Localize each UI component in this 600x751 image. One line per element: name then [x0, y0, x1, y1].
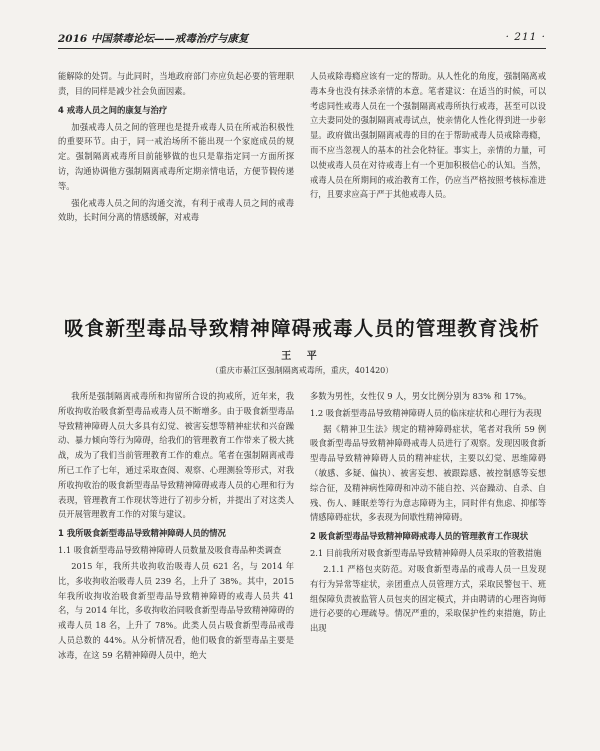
prev-article-left-column — [58, 69, 294, 227]
article-right-column — [310, 389, 546, 638]
statistics-paragraph: 2015 年，我所共收拘收治吸毒人员 621 名，与 2014 年比，多收拘收治吸毒人员 239 名，上升了 38%。其中，2015 年我所收拘收治吸食新型毒品导致精神障碍的戒毒人员共 41 名，与 2014 年比，多收拘收治同吸食新型毒品导致精神障碍的戒毒人员 18 名，上升了 78%。此类人员占吸食新型毒品戒毒人员总数的 44%。从分析情况看，他们吸食的新型毒品主要是冰毒，在这 59 名精神障碍人员中，绝大 — [58, 560, 294, 660]
gender-ratio-paragraph: 多数为男性，女性仅 9 人，男女比例分别为 83% 和 17%。 — [310, 391, 532, 401]
prev-paragraph-1: 能解除的处罚。与此同时，当地政府部门亦应负起必要的管理职责，目的同样是减少社会负面因素。 — [58, 71, 294, 96]
author-affiliation: （重庆市綦江区强制隔离戒毒所，重庆，401420） — [210, 366, 394, 375]
header-rule — [58, 48, 546, 49]
subsection-1-1-heading: 1.1 吸食新型毒品导致精神障碍人员数量及吸食毒品种类调查 — [58, 545, 282, 556]
prev-paragraph-2: 加强戒毒人员之间的管理也是提升戒毒人员在所戒治积极性的重要环节。由于，同一戒治场所不能出现一个家庭成员的规定。强制隔离戒毒所目前能够做的也只是靠指定同一方面所探访，沟通协调他方强制隔离戒毒所定期亲情电话，方便节假传递等。 — [58, 121, 294, 191]
intro-paragraph: 我所是强制隔离戒毒所和拘留所合设的拘戒所，近年来，我所收拘收治吸食新型毒品戒毒人员不断增多。由于吸食新型毒品导致精神障碍人员大多具有幻觉、被害妄想等精神症状和兴奋躁动、暴力倾向等行为障碍，给我们的管理教育工作带来了极大挑战，成为了我们当前管理教育工作的难点。笔者在强制隔离戒毒所已工作了七年，通过采取查阅、观察、心理测验等形式，对我所收拘收治的吸食新型毒品导致精神障碍戒毒人员的心理和行为表现，管理教育工作现状等进行了初步分析，并提出了对这类人员开展管理教育工作的对策与建议。 — [58, 391, 294, 520]
article-author: 王 平 — [281, 351, 323, 362]
article-title: 吸食新型毒品导致精神障碍戒毒人员的管理教育浅析 — [63, 317, 541, 340]
section-1-heading: 1 我所吸食新型毒品导致精神障碍人员的情况 — [58, 528, 226, 539]
measures-paragraph: 2.1.1 严格包夹防范。对吸食新型毒品的戒毒人员一旦发现有行为异常等症状，亲团重点人员管理方式，采取民警包干、班组保障负责被监管人员包夹的固定模式，并由聘请的心理咨询师进行必要的心理疏导。情况严重的，采取保护性约束措施，防止出现 — [310, 563, 546, 634]
prev-article-right-column — [310, 69, 546, 204]
subsection-2-1-heading: 2.1 目前我所对吸食新型毒品导致精神障碍人员采取的管教措施 — [310, 548, 542, 559]
running-head — [58, 31, 546, 49]
article-left-column — [58, 389, 294, 665]
prev-section-heading: 4 戒毒人员之间的康复与治疗 — [58, 104, 168, 115]
section-2-heading: 2 吸食新型毒品导致精神障碍戒毒人员的管理教育工作现状 — [310, 531, 529, 542]
journal-title: 2016 中国禁毒论坛——戒毒治疗与康复 — [58, 33, 249, 45]
prev-paragraph-4: 人员戒除毒瘾应该有一定的帮助。从人性化的角度，强制隔离戒毒本身也没有抹杀亲情的本意。笔者建议：在适当的时候，可以考虑同性戒毒人员在一个强制隔离戒毒所执行戒毒，甚至可以设立夫妻同处的强制隔离戒毒试点，使亲情化人性化得到进一步彰显。政府做出强制隔离戒毒的目的在于帮助戒毒人员戒除毒瘾，而不应当忽视人的基本的社会化特征。事实上，亲情的力量，可以使戒毒人员在对待戒毒上有一个更加积极信心的认知。当然，戒毒人员在所期间的戒治教育工作，仍应当严格按照考核标准进行，且要求应高于严于其他戒毒人员。 — [310, 71, 546, 200]
page-number: · 211 · — [505, 31, 546, 43]
prev-paragraph-3: 强化戒毒人员之间的沟通交流，有利于戒毒人员之间的戒毒效助，长时间分离的情感缓解，对戒毒 — [58, 197, 294, 223]
subsection-1-2-heading: 1.2 吸食新型毒品导致精神障碍人员的临床症状和心理行为表现 — [310, 407, 542, 418]
symptoms-paragraph: 据《精神卫生法》规定的精神障碍症状，笔者对我所 59 例吸食新型毒品导致精神障碍戒毒人员进行了观察。发现因吸食新型毒品导致精神障碍人员的精神症状，主要以幻觉、思维障碍（敏感、多疑、偏执）、被害妄想、被跟踪感、被控制感等妄想综合征，及精神病性障碍和冲动不能自控、兴奋躁动、自杀、自残、伤人、睡眠差等行为意志障碍为主，同时伴有焦虑、抑郁等情感障碍症状，多表现为间歇性精神障碍。 — [310, 423, 546, 523]
